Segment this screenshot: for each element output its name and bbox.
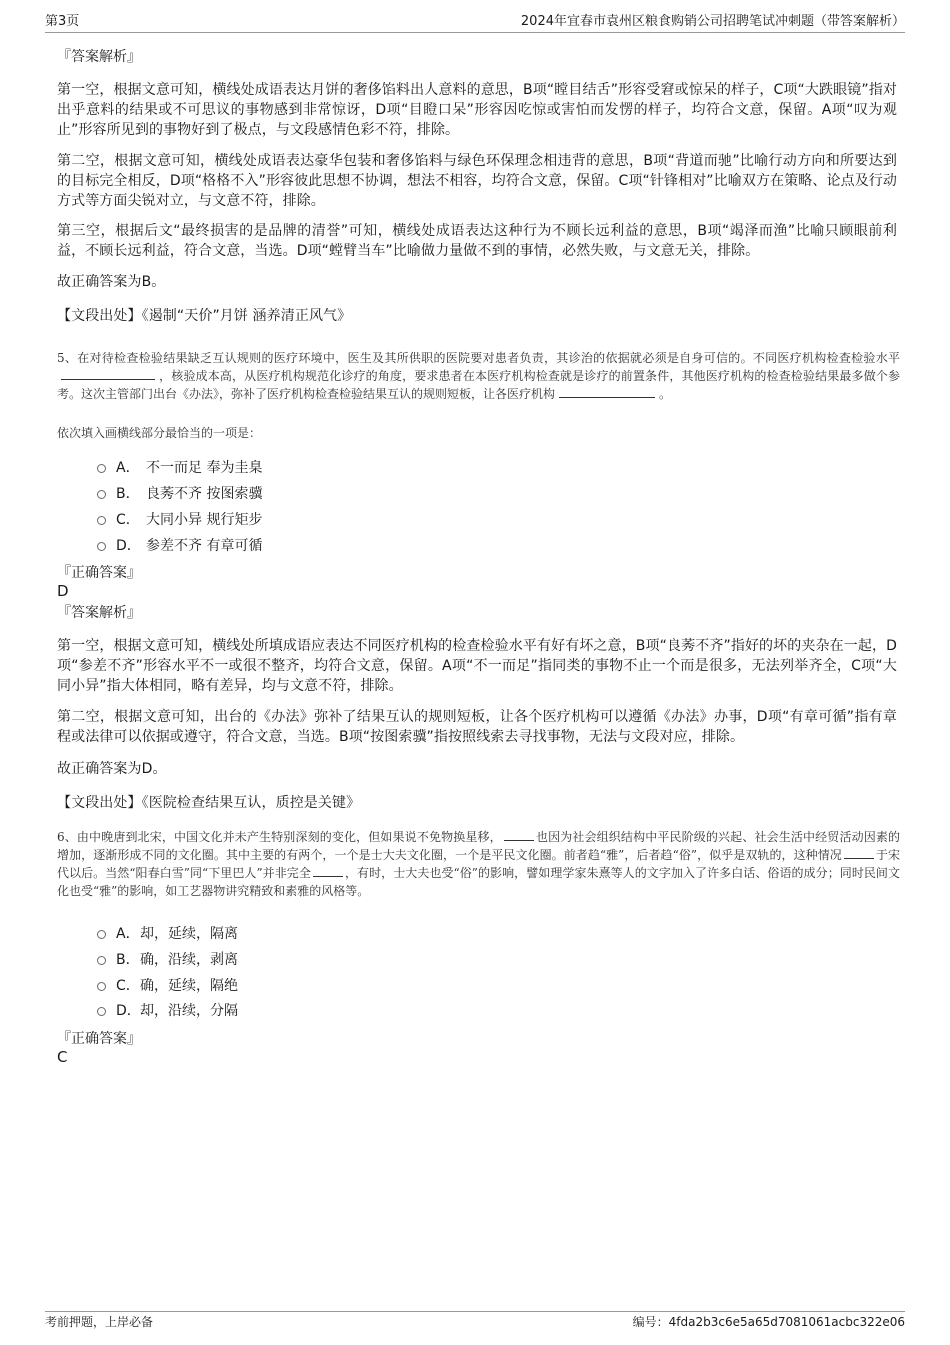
q6-stem <box>57 828 900 900</box>
q5-blank-1 <box>61 367 155 380</box>
document-title: 2024年宜春市袁州区粮食购销公司招聘笔试冲刺题（带答案解析） <box>520 14 905 29</box>
radio-icon[interactable] <box>97 930 106 939</box>
radio-icon[interactable] <box>97 1007 106 1016</box>
q6-option-d[interactable]: D．却，沿续，分隔 <box>97 1002 238 1020</box>
q5-stem-part2: ，核验成本高，从医疗机构规范化诊疗的角度，要求患者在本医疗机构检查就是诊疗的前置条件，其他医疗机构的检查检验结果最多做个参考。这次主管部门出台《办法》，弥补了医疗机构检查检验结果互认的规则短板，让各医疗机构 <box>57 369 900 401</box>
q5-source: 【文段出处】《医院检查结果互认，质控是关键》 <box>57 795 361 811</box>
q5-conclusion: 故正确答案为D。 <box>57 761 167 777</box>
q6-blank-2 <box>844 846 874 859</box>
q4-analysis-p2: 第二空，根据文意可知，横线处成语表达豪华包装和奢侈馅料与绿色环保理念相违背的意思，B项“背道而驰”比喻行动方向和所要达到的目标完全相反，D项“格格不入”形容彼此思想不协调，想法不相容，均符合文意，保留。C项“针锋相对”比喻双方在策略、论点及行动方式等方面尖锐对立，与文意不符，排除。 <box>57 153 897 209</box>
q6-option-a[interactable]: A．却，延续，隔离 <box>97 925 238 943</box>
q5-analysis-p1: 第一空，根据文意可知，横线处所填成语应表达不同医疗机构的检查检验水平有好有坏之意，B项“良莠不齐”指好的坏的夹杂在一起，D项“参差不齐”形容水平不一或很不整齐，均符合文意，保留。A项“不一而足”指同类的事物不止一个而是很多，无法列举齐全，C项“大同小异”指大体相同，略有差异，均与文意不符，排除。 <box>57 638 897 694</box>
q5-stem <box>57 349 900 403</box>
q4-conclusion: 故正确答案为B。 <box>57 274 166 290</box>
q5-stem-part1: 5、在对待检查检验结果缺乏互认规则的医疗环境中，医生及其所供职的医院要对患者负责，其诊治的依据就必须是自身可信的。不同医疗机构检查检验水平 <box>57 351 900 365</box>
footer-slogan: 考前押题，上岸必备 <box>45 1315 154 1329</box>
q5-analysis-p2: 第二空，根据文意可知，出台的《办法》弥补了结果互认的规则短板，让各个医疗机构可以遵循《办法》办事，D项“有章可循”指有章程或法律可以依据或遵守，符合文意，当选。B项“按图索骥”指按照线索去寻找事物，无法与文段对应，排除。 <box>57 709 897 745</box>
q4-analysis-p3: 第三空，根据后文“最终损害的是品牌的清誉”可知，横线处成语表达这种行为不顾长远利益的意思，B项“竭泽而渔”比喻只顾眼前利益，不顾长远利益，符合文意，当选。D项“螳臂当车”比喻做力量做不到的事情，必然失败，与文意无关，排除。 <box>57 223 897 259</box>
footer-serial: 编号：4fda2b3c6e5a65d7081061acbc322e06 <box>632 1315 905 1329</box>
q4-analysis-p1: 第一空，根据文意可知，横线处成语表达月饼的奢侈馅料出人意料的意思，B项“瞠目结舌”形容受窘或惊呆的样子，C项“大跌眼镜”指对出乎意料的结果或不可思议的事物感到非常惊讶，D项“目瞪口呆”形容因吃惊或害怕而发愣的样子，均符合文意，保留。A项“叹为观止”形容所见到的事物好到了极点，与文段感情色彩不符，排除。 <box>57 82 897 138</box>
page-number: 第3页 <box>45 14 80 29</box>
q5-prompt: 依次填入画横线部分最恰当的一项是： <box>57 426 262 440</box>
page-footer <box>45 1311 905 1329</box>
q6-blank-3 <box>313 864 343 877</box>
radio-icon[interactable] <box>97 516 106 525</box>
radio-icon[interactable] <box>97 982 106 991</box>
q6-correct-label: 『正确答案』 <box>57 1031 141 1047</box>
q4-source: 【文段出处】《遏制“天价”月饼 涵养清正风气》 <box>57 308 352 324</box>
q5-option-a[interactable]: A． 不一而足 奉为圭臬 <box>97 459 262 477</box>
radio-icon[interactable] <box>97 490 106 499</box>
q6-option-b[interactable]: B．确，沿续，剥离 <box>97 951 238 969</box>
q6-blank-1 <box>504 828 534 841</box>
radio-icon[interactable] <box>97 956 106 965</box>
q6-stem-part1: 6、由中晚唐到北宋，中国文化并未产生特别深刻的变化，但如果说不免物换星移， <box>57 830 502 844</box>
radio-icon[interactable] <box>97 542 106 551</box>
radio-icon[interactable] <box>97 464 106 473</box>
q6-option-c[interactable]: C．确，延续，隔绝 <box>97 977 238 995</box>
q6-stem-part3: 于宋代以后。当然“阳春白雪”同“下里巴人”并非完全 <box>57 848 900 880</box>
q5-correct-answer: D <box>57 582 69 600</box>
q6-correct-answer: C <box>57 1048 68 1066</box>
q5-blank-2 <box>559 385 655 398</box>
q5-stem-part3: 。 <box>659 387 672 401</box>
q4-analysis-label: 『答案解析』 <box>57 49 141 65</box>
q6-stem-part2: 也因为社会组织结构中平民阶级的兴起、社会生活中经贸活动因素的增加，逐渐形成不同的文化圈。其中主要的有两个，一个是士大夫文化圈，一个是平民文化圈。前者趋“雅”，后者趋“俗”，似乎是双轨的，这种情况 <box>57 830 900 862</box>
q5-option-b[interactable]: B． 良莠不齐 按图索骥 <box>97 485 262 503</box>
q5-correct-label: 『正确答案』 <box>57 565 141 581</box>
q6-stem-part4: ，有时，士大夫也受“俗”的影响，譬如理学家朱熹等人的文字加入了许多白话、俗语的成分；同时民间文化也受“雅”的影响，如工艺器物讲究精致和素雅的风格等。 <box>57 866 900 898</box>
q5-option-d[interactable]: D． 参差不齐 有章可循 <box>97 537 262 555</box>
q5-analysis-label: 『答案解析』 <box>57 605 141 621</box>
page-header <box>45 14 905 33</box>
q5-option-c[interactable]: C． 大同小异 规行矩步 <box>97 511 262 529</box>
